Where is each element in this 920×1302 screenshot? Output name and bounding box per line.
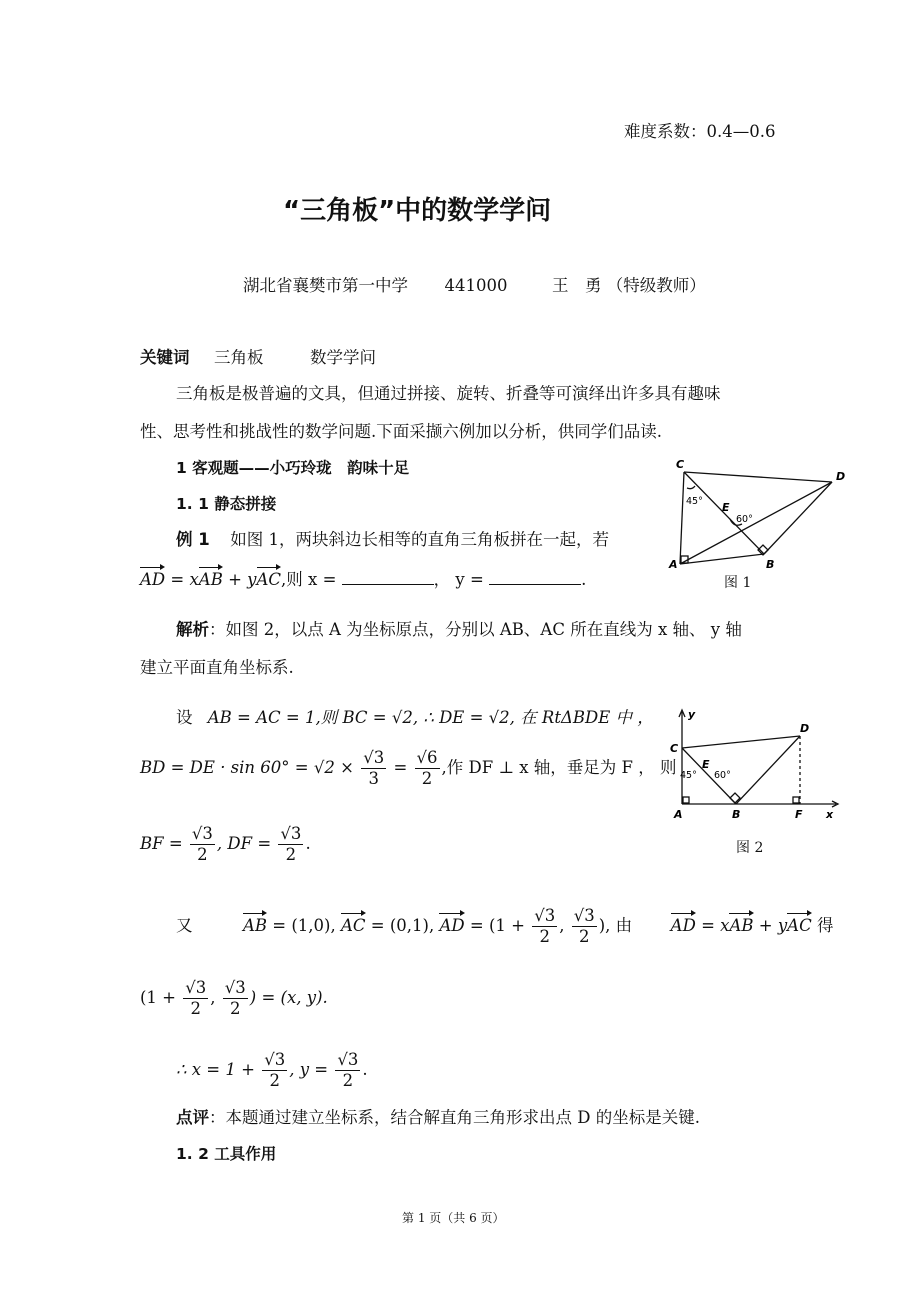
- school: 湖北省襄樊市第一中学: [243, 276, 408, 295]
- example-text: 如图 1，两块斜边长相等的直角三角板拼在一起，若: [230, 530, 609, 549]
- fig1-line-ad: [680, 482, 832, 564]
- solution-vector-line: 又 AB = (1,0), AC = (0,1), AD = (1 + $\frac{√3}{2}$ , $\frac{√3}{2}$ ), 由 AD = xAB + yAC 得: [176, 906, 834, 946]
- intro-line-1: 三角板是极普遍的文具，但通过拼接、旋转、折叠等可演绎出许多具有趣味: [176, 384, 721, 403]
- fig2-label-f: F: [795, 808, 803, 821]
- fig1-line-cd: [684, 472, 832, 482]
- fig2-right-angle-f: [793, 797, 799, 803]
- figure-2: [664, 708, 844, 824]
- fig1-label-c: C: [676, 458, 685, 471]
- solution-coord-line: (1 + $\frac{√3}{2}$ , $\frac{√3}{2}$ ) = (x, y).: [140, 978, 328, 1018]
- page-footer: 第 1 页（共 6 页）: [402, 1211, 505, 1225]
- fig2-angle-60: 60°: [714, 770, 731, 781]
- example-1-equation: AD = xAB + yAC,则 x = ， y = .: [140, 564, 586, 592]
- section-heading-1: 1 客观题——小巧玲珑 韵味十足: [176, 459, 410, 477]
- difficulty-label: 难度系数：0.4—0.6: [624, 122, 776, 141]
- fig1-label-a: A: [669, 558, 678, 571]
- page-title: “三角板”中的数学学问: [283, 196, 552, 226]
- author-name: 王 勇: [552, 276, 602, 295]
- fig1-angle-45: 45°: [686, 496, 703, 507]
- solution-line-1: 解析：如图 2，以点 A 为坐标原点，分别以 AB、AC 所在直线为 x 轴、 y 轴: [176, 620, 742, 639]
- fig1-label-d: D: [836, 470, 846, 483]
- fig2-line-bd: [736, 736, 800, 804]
- fig2-label-y: y: [688, 708, 696, 721]
- fig1-line-ab: [680, 554, 764, 564]
- section-heading-1-2: 1. 2 工具作用: [176, 1145, 277, 1163]
- comment-line: 点评：本题通过建立坐标系，结合解直角三角形求出点 D 的坐标是关键.: [176, 1108, 700, 1127]
- fig2-angle-45: 45°: [680, 770, 697, 781]
- example-1: [176, 528, 609, 552]
- fig2-right-angle-a: [683, 797, 689, 803]
- figure-2-caption: 图 2: [736, 840, 764, 856]
- keywords: [140, 346, 376, 370]
- fig1-label-e: E: [722, 501, 730, 514]
- answer-blank-y[interactable]: [489, 570, 581, 585]
- intro-line-2: 性、思考性和挑战性的数学问题.下面采撷六例加以分析，供同学们品读.: [140, 422, 662, 441]
- fig1-line-bd: [764, 482, 832, 554]
- author-rank: （特级教师）: [606, 276, 706, 295]
- example-label: 例 1: [176, 530, 210, 549]
- fig1-label-b: B: [766, 558, 775, 571]
- solution-result-line: ∴ x = 1 + $\frac{√3}{2}$ , y = $\frac{√3}{2}$ .: [176, 1050, 368, 1090]
- solution-bd-line: BD = DE · sin 60° = √2 × $\frac{√3}{3}$ = $\frac{√6}{2}$ ,作 DF ⊥ x 轴，垂足为 F ， 则: [140, 748, 677, 788]
- fig1-angle-60: 60°: [736, 514, 753, 525]
- section-heading-1-1: 1. 1 静态拼接: [176, 495, 277, 513]
- fig2-label-b: B: [732, 808, 741, 821]
- fig2-label-c: C: [670, 742, 679, 755]
- fig1-angle-arc-45: [687, 486, 695, 489]
- fig2-label-x: x: [826, 808, 834, 821]
- solution-set-line: 设 AB = AC = 1,则 BC = √2, ∴ DE = √2, 在 RtΔBDE 中 ，: [176, 708, 654, 727]
- fig1-line-ca: [680, 472, 684, 564]
- solution-line-2: 建立平面直角坐标系.: [140, 658, 294, 677]
- fig2-label-e: E: [702, 758, 710, 771]
- comment-label: 点评: [176, 1108, 209, 1127]
- fig2-line-cd: [682, 736, 800, 748]
- answer-blank-x[interactable]: [342, 570, 434, 585]
- fig2-label-a: A: [674, 808, 683, 821]
- keyword-item: 数学学问: [310, 348, 376, 367]
- figure-1: [664, 456, 856, 596]
- figure-1-caption: 图 1: [724, 575, 752, 591]
- postcode: 441000: [444, 276, 508, 295]
- solution-bf-line: BF = $\frac{√3}{2}$ , DF = $\frac{√3}{2}$ .: [140, 824, 311, 864]
- solution-label: 解析: [176, 620, 209, 639]
- fig2-label-d: D: [800, 722, 810, 735]
- author-line: [243, 274, 706, 298]
- keywords-label: 关键词: [140, 348, 190, 367]
- keyword-item: 三角板: [214, 348, 264, 367]
